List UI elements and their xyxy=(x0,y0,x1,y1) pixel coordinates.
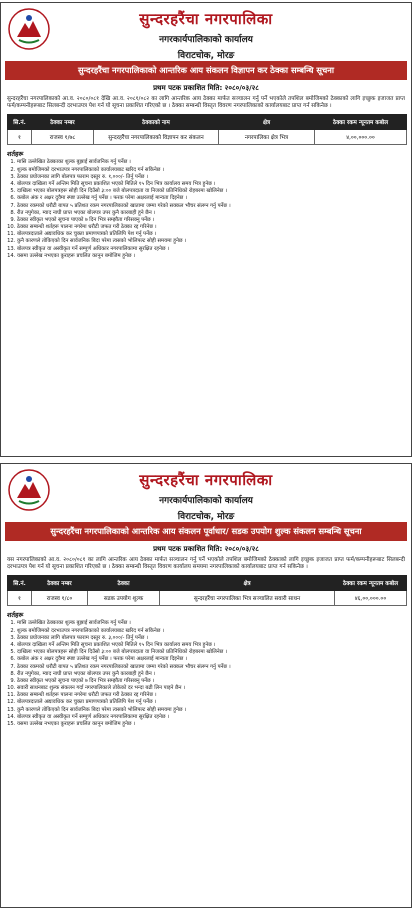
office-subtitle: नगरकार्यपालिकाको कार्यालय xyxy=(159,35,253,45)
list-item: 8. रीत नपुगेका, म्याद नाघी प्राप्त भएका बोलपत्र उपर कुनै कारबाही हुने छैन । xyxy=(17,210,405,217)
list-item: 9. ठेक्का स्वीकृत भएको सूचना पाएको ७ दिन भित्र सम्झौता गरिसक्नु पर्नेछ । xyxy=(17,217,405,224)
list-item: 12. बोलपत्रदाताले अद्यावधिक कर चुक्ता प्रमाणपत्रको प्रतिलिपि पेश गर्नु पर्नेछ । xyxy=(17,699,405,706)
col-tender-number: ठेक्का नम्बर xyxy=(32,115,94,130)
list-item: 3. ठेक्का प्रयोजनका लागि बोलपत्र फाराम दस्तुर रु. १,०००/- तिर्नु पर्नेछ । xyxy=(17,174,405,181)
address-line: विराटचोक, मोरङ xyxy=(177,512,235,522)
list-item: 7. ठेक्का रकमको धरौटी बापत ५ प्रतिशत रकम नगरपालिकाको खातामा जम्मा गरेको सक्कल भौचर संलग्न गर्नु पर्नेछ । xyxy=(17,664,405,671)
list-item: 8. रीत नपुगेका, म्याद नाघी प्राप्त भएका बोलपत्र उपर कुनै कारबाही हुने छैन । xyxy=(17,671,405,678)
list-item: 9. ठेक्का स्वीकृत भएको सूचना पाएको ७ दिन भित्र सम्झौता गरिसक्नु पर्नेछ । xyxy=(17,678,405,685)
col-tender-number: ठेक्का नम्बर xyxy=(32,576,88,591)
notice-header xyxy=(1,464,411,520)
notice-header xyxy=(1,3,411,59)
cell-tender-number: राजस्व १/७८ xyxy=(32,130,94,145)
list-item: 6. कबोल अंक र अक्षर दुवैमा स्पष्ट उल्लेख गर्नु पर्नेछ । फरक परेमा अक्षरलाई मान्यता दिइनेछ । xyxy=(17,656,405,663)
list-item: 6. कबोल अंक र अक्षर दुवैमा स्पष्ट उल्लेख गर्नु पर्नेछ । फरक परेमा अक्षरलाई मान्यता दिइनेछ । xyxy=(17,195,405,202)
list-item: 2. शुल्क बमोजिमको दरभाउपत्र नगरपालिकाको कार्यालयबाट खरिद गर्न सकिनेछ । xyxy=(17,628,405,635)
publication-date: प्रथम पटक प्रकाशित मिति: २०८०/०३/२८ xyxy=(153,84,259,92)
list-item: 5. दाखिला भएका बोलपत्रहरू सोही दिन दिउँसो ३:०० बजे बोलपत्रदाता वा निजको प्रतिनिधिको रोहबरमा खोलिनेछ । xyxy=(17,649,405,656)
list-item: 13. बोलपत्र स्वीकृत वा अस्वीकृत गर्ने सम्पूर्ण अधिकार नगरपालिकामा सुरक्षित रहनेछ । xyxy=(17,246,405,253)
list-item: 12. कुनै कारणले तोकिएको दिन सार्वजनिक बिदा परेमा त्यसको भोलिपल्ट सोही समयमा हुनेछ । xyxy=(17,238,405,245)
table-header-row xyxy=(8,115,407,130)
terms-heading: शर्तहरू xyxy=(7,150,24,159)
col-min-amount: ठेक्का रकम न्यूनतम कबोल xyxy=(335,576,407,591)
list-item: 13. कुनै कारणले तोकिएको दिन सार्वजनिक बिदा परेमा त्यसको भोलिपल्ट सोही समयमा हुनेछ । xyxy=(17,707,405,714)
municipality-title: सुन्दरहरैंचा नगरपालिका xyxy=(139,10,273,28)
list-item: 2. शुल्क बमोजिमको दरभाउपत्र नगरपालिकाको कार्यालयबाट खरिद गर्न सकिनेछ । xyxy=(17,167,405,174)
table-row xyxy=(8,130,407,145)
list-item: 5. दाखिला भएका बोलपत्रहरू सोही दिन दिउँसो ३:०० बजे बोलपत्रदाता वा निजको प्रतिनिधिको रोहबरमा खोलिनेछ । xyxy=(17,188,405,195)
notice-advertisement-tax xyxy=(0,2,412,457)
list-item: 11. बोलपत्रदाताले अद्यावधिक कर चुक्ता प्रमाणपत्रको प्रतिलिपि पेश गर्नु पर्नेछ । xyxy=(17,231,405,238)
col-min-amount: ठेक्का रकम न्यूनतम कबोल xyxy=(315,115,407,130)
list-item: 4. बोलपत्र दाखिला गर्ने अन्तिम मिति सूचना प्रकाशित भएको मितिले १५ दिन भित्र कार्यालय समय भित्र हुनेछ । xyxy=(17,642,405,649)
cell-tender-number: राजस्व १/८० xyxy=(32,591,88,606)
col-area: क्षेत्र xyxy=(160,576,335,591)
tender-table xyxy=(7,575,407,606)
office-subtitle: नगरकार्यपालिकाको कार्यालय xyxy=(159,496,253,506)
list-item: 1. मासि उल्लेखित ठेक्काका शुल्क बुझाई सार्वजनिक गर्नु पर्नेछ । xyxy=(17,159,405,166)
cell-serial: १ xyxy=(8,591,32,606)
cell-min-amount: ४६,००,०००.०० xyxy=(335,591,407,606)
nepal-government-emblem-icon xyxy=(7,7,51,51)
notice-banner: सुन्दरहरैंचा नगरपालिकाको आन्तरिक आय संकलन पूर्वाधार/ सडक उपयोग शुल्क संकलन सम्बन्धि सूचना xyxy=(5,522,407,541)
cell-tender-name: सुन्दरहरैंचा नगरपालिकाको विज्ञापन कर संकलन xyxy=(94,130,219,145)
table-row xyxy=(8,591,407,606)
cell-area: नगरपालिका क्षेत्र भित्र xyxy=(219,130,315,145)
list-item: 7. ठेक्का रकमको धरौटी बापत ५ प्रतिशत रकम नगरपालिकाको खातामा जम्मा गरेको सक्कल भौचर संलग्न गर्नु पर्नेछ । xyxy=(17,203,405,210)
col-serial: सि.नं. xyxy=(8,576,32,591)
list-item: 11. ठेक्का सम्बन्धी शर्तहरू पालना नगरेमा धरौटी जफत गरी ठेक्का रद्द गरिनेछ । xyxy=(17,692,405,699)
col-serial: सि.नं. xyxy=(8,115,32,130)
notice-banner: सुन्दरहरैंचा नगरपालिकाको आन्तरिक आय संकलन विज्ञापन कर ठेक्का सम्बन्धि सूचना xyxy=(5,61,407,80)
table-header-row xyxy=(8,576,407,591)
cell-serial: १ xyxy=(8,130,32,145)
col-area: क्षेत्र xyxy=(219,115,315,130)
notice-road-use-fee xyxy=(0,463,412,908)
list-item: 1. मासि उल्लेखित ठेक्काका शुल्क बुझाई सार्वजनिक गर्नु पर्नेछ । xyxy=(17,620,405,627)
tender-table xyxy=(7,114,407,145)
list-item: 10. सवारी साधनबाट शुल्क संकलन गर्दा नगरपालिकाले तोकेको दर भन्दा बढी लिन पाइने छैन । xyxy=(17,685,405,692)
notice-intro: सुन्दरहरैंचा नगरपालिकाको आ.व. २०८०/०८१ देखि आ.व. २०८१/०८२ का लागि आन्तरिक आय ठेक्का मार्फत सञ्चालन गर्नु पर्ने भएकोले तपशिल बमोजिमको ठेक्काको लागि इच्छुक इजाजत प्राप्त फर्म/कम्पनीहरूबाट सिलबन्दी दरभाउपत्र पेश गर्न यो सूचना प्रकाशित गरिएको छ । ठेक्का सम्बन्धी विस्तृत विवरण नगरपालिकाको कार्यालयबाट प्राप्त गर्न सकिनेछ । xyxy=(7,96,405,110)
address-line: विराटचोक, मोरङ xyxy=(177,51,235,61)
list-item: 14. यसमा उल्लेख नभएका कुराहरू प्रचलित कानून बमोजिम हुनेछ । xyxy=(17,253,405,260)
cell-min-amount: ४,००,०००.०० xyxy=(315,130,407,145)
cell-tender-name: सडक उपयोग शुल्क xyxy=(88,591,160,606)
terms-heading: शर्तहरू xyxy=(7,611,24,620)
cell-area: सुन्दरहरैंचा नगरपालिका भित्र सञ्चालित सवारी साधन xyxy=(160,591,335,606)
list-item: 4. बोलपत्र दाखिला गर्ने अन्तिम मिति सूचना प्रकाशित भएको मितिले १५ दिन भित्र कार्यालय समय भित्र हुनेछ । xyxy=(17,181,405,188)
terms-list xyxy=(1,159,411,259)
col-tender-name: ठेक्काको नाम xyxy=(94,115,219,130)
col-tender-name: ठेक्का xyxy=(88,576,160,591)
list-item: 15. यसमा उल्लेख नभएका कुराहरू प्रचलित कानून बमोजिम हुनेछ । xyxy=(17,721,405,728)
list-item: 10. ठेक्का सम्बन्धी शर्तहरू पालना नगरेमा धरौटी जफत गरी ठेक्का रद्द गरिनेछ । xyxy=(17,224,405,231)
municipality-title: सुन्दरहरैंचा नगरपालिका xyxy=(139,471,273,489)
list-item: 3. ठेक्का प्रयोजनका लागि बोलपत्र फाराम दस्तुर रु. ३,०००/- तिर्नु पर्नेछ । xyxy=(17,635,405,642)
list-item: 14. बोलपत्र स्वीकृत वा अस्वीकृत गर्ने सम्पूर्ण अधिकार नगरपालिकामा सुरक्षित रहनेछ । xyxy=(17,714,405,721)
nepal-government-emblem-icon xyxy=(7,468,51,512)
terms-list xyxy=(1,620,411,727)
notice-intro: यस नगरपालिकाको आ.व. २०८०/०८१ का लागि आन्तरिक आय ठेक्का मार्फत सञ्चालन गर्नु पर्ने भएकोले तपशिल बमोजिमको ठेक्काको लागि इच्छुक इजाजत प्राप्त फर्म/कम्पनीहरूबाट सिलबन्दी दरभाउपत्र पेश गर्न यो सूचना प्रकाशित गरिएको छ । ठेक्का सम्बन्धी विस्तृत विवरण कार्यालय समयमा नगरपालिकाको कार्यालयबाट प्राप्त गर्न सकिनेछ । xyxy=(7,557,405,571)
publication-date: प्रथम पटक प्रकाशित मिति: २०८०/०३/२८ xyxy=(153,545,259,553)
